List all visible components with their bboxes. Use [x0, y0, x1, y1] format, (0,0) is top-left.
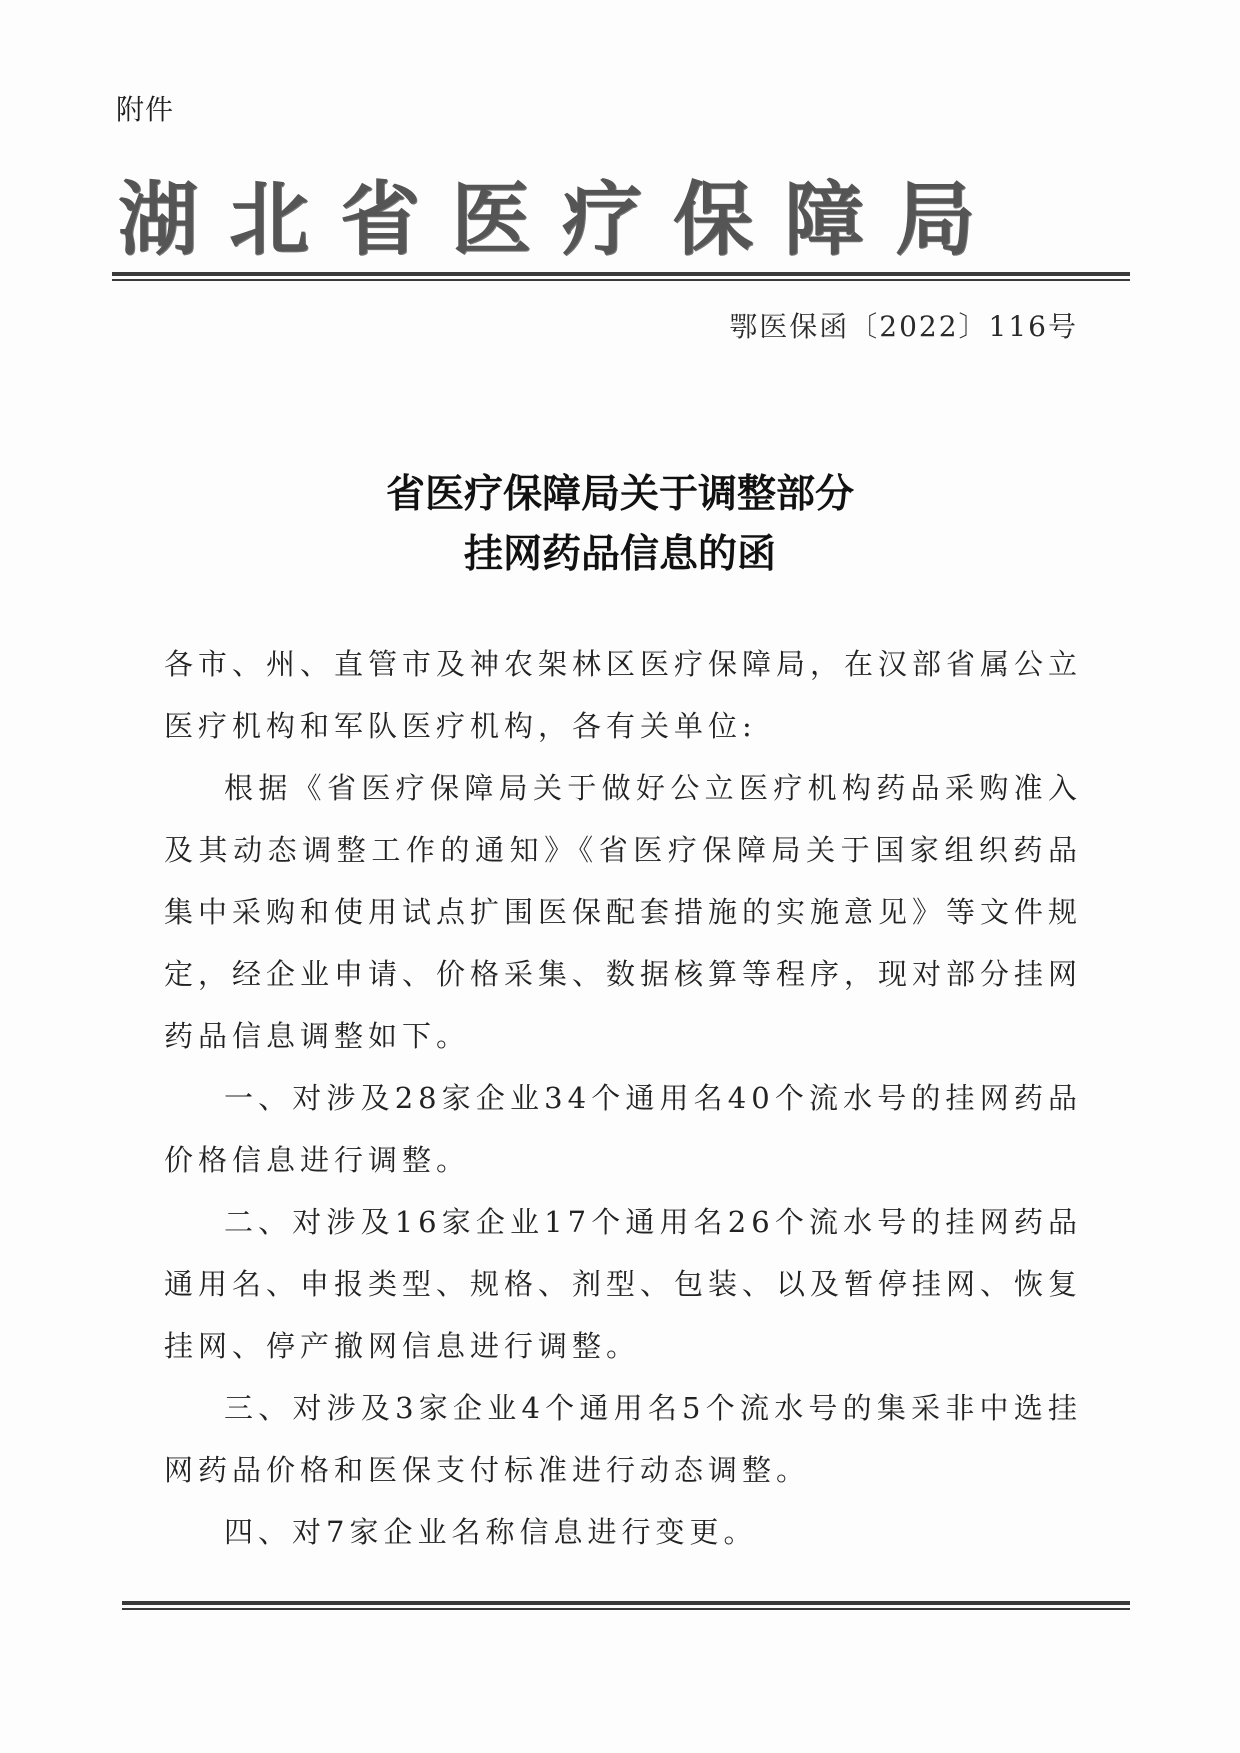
- letter-body: [164, 633, 1082, 1563]
- item-paragraph-1: 一、对涉及28家企业34个通用名40个流水号的挂网药品价格信息进行调整。: [164, 1081, 1082, 1177]
- intro-paragraph: 根据《省医疗保障局关于做好公立医疗机构药品采购准入及其动态调整工作的通知》《省医疗保障局关于国家组织药品集中采购和使用试点扩围医保配套措施的实施意见》等文件规定，经企业申请、价格采集、数据核算等程序，现对部分挂网药品信息调整如下。: [164, 771, 1083, 1053]
- item-paragraph-3: 三、对涉及3家企业4个通用名5个流水号的集采非中选挂网药品价格和医保支付标准进行动态调整。: [164, 1391, 1082, 1487]
- item-paragraph-4: 四、对7家企业名称信息进行变更。: [224, 1515, 758, 1549]
- footer-divider-thin-line: [122, 1608, 1130, 1610]
- letter-title: [0, 465, 1240, 585]
- letter-title-line-1: 省医疗保障局关于调整部分: [385, 472, 854, 517]
- header-divider-thin-line: [112, 279, 1130, 281]
- letter-title-line-2: 挂网药品信息的函: [463, 532, 776, 577]
- organization-title: 湖北省医疗保障局: [118, 173, 1006, 266]
- footer-divider-thick-line: [122, 1601, 1130, 1605]
- salutation: 各市、州、直管市及神农架林区医疗保障局，在汉部省属公立医疗机构和军队医疗机构，各有关单位:: [164, 647, 1083, 743]
- footer-divider: [122, 1601, 1130, 1610]
- header-divider-thick-line: [112, 272, 1130, 276]
- attachment-label: 附件: [116, 93, 175, 126]
- header-divider: [112, 272, 1130, 281]
- document-number: 鄂医保函〔2022〕116号: [729, 310, 1078, 343]
- item-paragraph-2: 二、对涉及16家企业17个通用名26个流水号的挂网药品通用名、申报类型、规格、剂型、包装、以及暂停挂网、恢复挂网、停产撤网信息进行调整。: [164, 1205, 1083, 1363]
